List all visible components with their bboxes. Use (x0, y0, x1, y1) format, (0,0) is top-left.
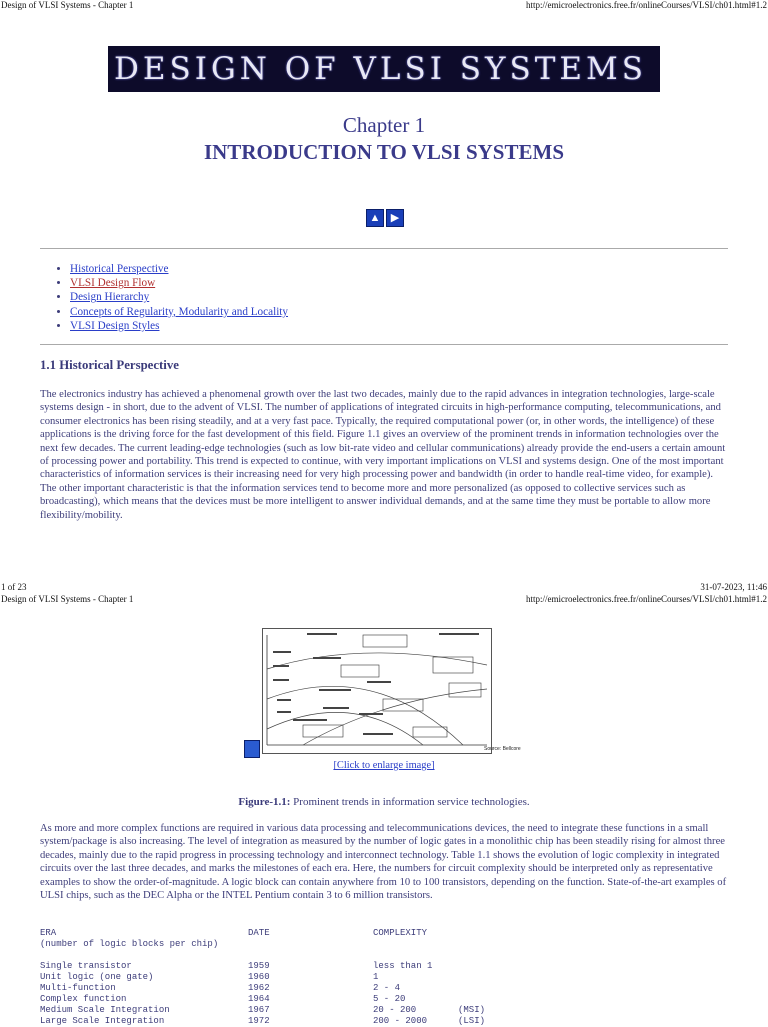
page-header-title: Design of VLSI Systems - Chapter 1 (1, 0, 134, 10)
era-cell: Large Scale Integration (40, 1016, 165, 1026)
toc-item (70, 319, 288, 333)
right-arrow-icon[interactable]: ▶ (386, 209, 404, 227)
header-date: DATE (248, 928, 270, 938)
toc-link-design-hierarchy[interactable]: Design Hierarchy (70, 291, 150, 304)
toc-item (70, 276, 288, 290)
enlarge-image-row (0, 760, 768, 771)
page-header-url: http://emicroelectronics.free.fr/onlineCourses/VLSI/ch01.html#1.2 (526, 0, 767, 10)
up-arrow-icon[interactable]: ▲ (366, 209, 384, 227)
header-subtext: (number of logic blocks per chip) (40, 939, 219, 949)
figure-1-1-trends-diagram[interactable] (262, 628, 492, 754)
enlarge-image-icon[interactable] (244, 740, 260, 758)
figure-caption (0, 796, 768, 808)
complexity-cell: 2 - 4 (373, 983, 401, 993)
historical-perspective-paragraph: The electronics industry has achieved a phenomenal growth over the last two decades, mainly due to the rapid advances in integration technologies, large-scale systems design - in short, due to the advent of VLSI. The number of applications of integrated circuits in high-performance computing, telecommunications, and consumer electronics has been rising steadily, and at a very fast pace. Typically, the required computational power (or, in other words, the intelligence) of these applications is the driving force for the fast development of this field. Figure 1.1 gives an overview of the prominent trends in information technologies over the next few decades. The current leading-edge technologies (such as low bit-rate video and cellular communications) already provide the end-users a certain amount of processing power and portability. This trend is expected to continue, with very important implications on VLSI and systems design. One of the most important characteristics of information services is their increasing need for very high processing power and bandwidth (in order to handle real-time video, for example). The other important characteristic is that the information services tend to become more and more personalized (as opposed to collective services such as broadcasting), which means that the devices must be more intelligent to answer individual demands, and at the same time they must be portable to allow more flexibility/mobility. (40, 389, 726, 521)
toc-link-vlsi-design-styles[interactable]: VLSI Design Styles (70, 319, 160, 332)
table-of-contents (56, 262, 288, 333)
date-cell: 1962 (248, 983, 270, 993)
print-date: 31-07-2023, 11:46 (700, 582, 767, 592)
date-cell: 1960 (248, 972, 270, 982)
figure-source-note: Source: Bellcore (484, 746, 521, 752)
era-cell: Multi-function (40, 983, 116, 993)
design-of-vlsi-systems-banner (108, 46, 660, 92)
header-complexity: COMPLEXITY (373, 928, 428, 938)
complexity-cell: 1 (373, 972, 379, 982)
toc-item (70, 290, 288, 304)
section-heading: 1.1 Historical Perspective (40, 358, 179, 372)
era-cell: Single transistor (40, 961, 132, 971)
complexity-cell: 5 - 20 (373, 994, 406, 1004)
note-cell: (MSI) (458, 1005, 486, 1015)
header-era: ERA (40, 928, 57, 938)
click-to-enlarge-link[interactable]: [Click to enlarge image] (333, 760, 435, 771)
era-cell: Medium Scale Integration (40, 1005, 170, 1015)
date-cell: 1959 (248, 961, 270, 971)
toc-item (70, 262, 288, 276)
page-header (0, 0, 768, 12)
toc-link-regularity-modularity-locality[interactable]: Concepts of Regularity, Modularity and Locality (70, 305, 289, 318)
trends-diagram-graphic (263, 629, 491, 753)
integration-paragraph: As more and more complex functions are required in various data processing and telecommunications devices, the need to integrate these functions in a small system/package is also increasing. The level of integration as measured by the number of logic gates in a monolithic chip has been steadily rising for almost three decades, mainly due to the rapid progress in processing technology and interconnect technology. Table 1.1 shows the evolution of logic complexity in integrated circuits over the last three decades, and marks the milestones of each era. Here, the numbers for circuit complexity should be interpreted only as representative examples to show the order-of-magnitude. A logic block can contain anywhere from 10 to 100 transistors, depending on the function. State-of-the-art examples of ULSI chips, such as the DEC Alpha or the INTEL Pentium contain 3 to 6 million transistors. (40, 823, 727, 902)
chapter-title: INTRODUCTION TO VLSI SYSTEMS (203, 140, 565, 164)
figure-caption-label: Figure-1.1: (238, 796, 291, 808)
date-cell: 1964 (248, 994, 270, 1004)
complexity-cell: 20 - 200 (373, 1005, 417, 1015)
date-cell: 1967 (248, 1005, 270, 1015)
chapter-number: Chapter 1 (342, 113, 426, 137)
toc-item (70, 305, 288, 319)
toc-link-vlsi-design-flow[interactable]: VLSI Design Flow (70, 277, 156, 290)
page-header-url: http://emicroelectronics.free.fr/onlineCourses/VLSI/ch01.html#1.2 (526, 594, 767, 604)
note-cell: (LSI) (458, 1016, 486, 1026)
complexity-cell: less than 1 (373, 961, 433, 971)
page-header-title: Design of VLSI Systems - Chapter 1 (1, 594, 134, 604)
figure-caption-text: Prominent trends in information service technologies. (290, 796, 530, 808)
divider (40, 344, 728, 345)
era-cell: Unit logic (one gate) (40, 972, 154, 982)
complexity-cell: 200 - 2000 (373, 1016, 428, 1026)
toc-link-historical-perspective[interactable]: Historical Perspective (70, 263, 169, 275)
page-header (0, 594, 768, 606)
divider (40, 248, 728, 249)
date-cell: 1972 (248, 1016, 270, 1026)
page-footer (0, 582, 768, 594)
chapter-nav (366, 208, 406, 227)
banner-text: DESIGN OF VLSI SYSTEMS (114, 51, 648, 87)
page-number: 1 of 23 (1, 582, 27, 592)
era-cell: Complex function (40, 994, 127, 1004)
